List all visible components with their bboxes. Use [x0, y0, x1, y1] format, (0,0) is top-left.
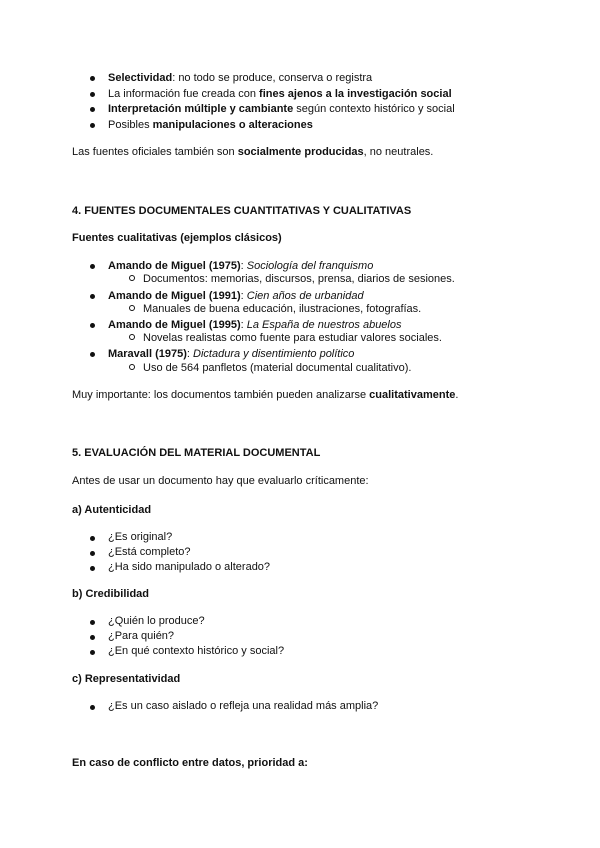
conflict-heading: En caso de conflicto entre datos, prioridad a: — [72, 757, 308, 769]
bullet-marker — [90, 323, 95, 328]
list-item: Amando de Miguel (1975): Sociología del franquismo — [108, 260, 374, 272]
section-4-heading: 4. FUENTES DOCUMENTALES CUANTITATIVAS Y CUALITATIVAS — [72, 205, 412, 217]
section-5-intro: Antes de usar un documento hay que evaluarlo críticamente: — [72, 475, 369, 487]
list-item: Amando de Miguel (1995): La España de nuestros abuelos — [108, 319, 402, 331]
list-item: Posibles manipulaciones o alteraciones — [108, 119, 313, 131]
bullet-marker — [90, 650, 95, 655]
sub-bullet-marker — [129, 334, 135, 340]
sub-list-item: Novelas realistas como fuente para estudiar valores sociales. — [143, 332, 442, 344]
bullet-marker — [90, 551, 95, 556]
bullet-marker — [90, 264, 95, 269]
paragraph-fuentes-oficiales: Las fuentes oficiales también son socialmente producidas, no neutrales. — [72, 146, 434, 158]
bullet-marker — [90, 635, 95, 640]
list-item: Amando de Miguel (1991): Cien años de urbanidad — [108, 290, 364, 302]
bullet-marker — [90, 92, 95, 97]
list-item: ¿Es un caso aislado o refleja una realidad más amplia? — [108, 700, 379, 712]
list-item: Maravall (1975): Dictadura y disentimiento político — [108, 348, 355, 360]
section-4-subheading: Fuentes cualitativas (ejemplos clásicos) — [72, 232, 282, 244]
bullet-marker — [90, 566, 95, 571]
list-item: ¿Ha sido manipulado o alterado? — [108, 561, 271, 573]
bullet-marker — [90, 352, 95, 357]
subheading-representatividad: c) Representatividad — [72, 673, 181, 685]
bullet-marker — [90, 123, 95, 128]
list-item: ¿Está completo? — [108, 546, 191, 558]
sub-list-item: Uso de 564 panfletos (material documental cualitativo). — [143, 362, 412, 374]
sub-list-item: Manuales de buena educación, ilustraciones, fotografías. — [143, 303, 422, 315]
bullet-marker — [90, 107, 95, 112]
bullet-marker — [90, 705, 95, 710]
sub-list-item: Documentos: memorias, discursos, prensa, diarios de sesiones. — [143, 273, 455, 285]
paragraph-muy-importante: Muy importante: los documentos también pueden analizarse cualitativamente. — [72, 389, 459, 401]
subheading-credibilidad: b) Credibilidad — [72, 588, 149, 600]
bullet-marker — [90, 76, 95, 81]
bullet-marker — [90, 620, 95, 625]
sub-bullet-marker — [129, 305, 135, 311]
list-item: ¿Para quién? — [108, 630, 175, 642]
list-item: ¿Quién lo produce? — [108, 615, 205, 627]
section-5-heading: 5. EVALUACIÓN DEL MATERIAL DOCUMENTAL — [72, 447, 321, 459]
list-item: Interpretación múltiple y cambiante según contexto histórico y social — [108, 103, 455, 115]
list-item: Selectividad: no todo se produce, conserva o registra — [108, 72, 373, 84]
sub-bullet-marker — [129, 364, 135, 370]
sub-bullet-marker — [129, 275, 135, 281]
bullet-marker — [90, 294, 95, 299]
list-item: La información fue creada con fines ajenos a la investigación social — [108, 88, 452, 100]
bullet-marker — [90, 536, 95, 541]
subheading-autenticidad: a) Autenticidad — [72, 504, 152, 516]
list-item: ¿Es original? — [108, 531, 173, 543]
list-item: ¿En qué contexto histórico y social? — [108, 645, 285, 657]
